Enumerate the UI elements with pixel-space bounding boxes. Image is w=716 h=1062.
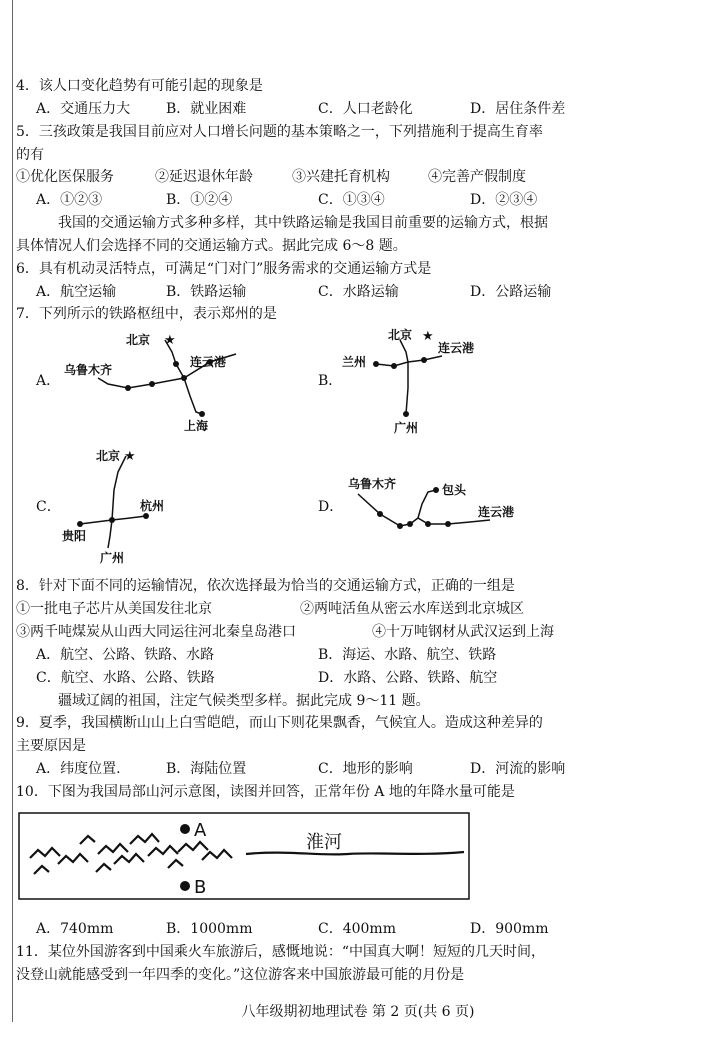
- q8-option-b: B．海运、水路、航空、铁路: [318, 647, 497, 663]
- map-label-a: A: [194, 820, 207, 841]
- intro-6-8-line2: 具体情况人们会选择不同的交通运输方式。据此完成 6～8 题。: [16, 238, 407, 254]
- q6-option-d: D．公路运输: [470, 284, 552, 300]
- q7-option-c-letter: C．: [36, 499, 61, 515]
- svg-text:★: ★: [164, 333, 176, 348]
- q5-measure-1: ①优化医保服务: [16, 169, 114, 185]
- svg-text:★: ★: [124, 449, 136, 464]
- intro-9-11: 疆域辽阔的祖国，注定气候类型多样。据此完成 9～11 题。: [58, 693, 430, 709]
- q9-option-d: D．河流的影响: [470, 761, 566, 777]
- map-c-label-guangzhou: 广州: [100, 551, 125, 565]
- q8-option-c: C．航空、水路、公路、铁路: [36, 670, 215, 686]
- map-label-b: B: [194, 877, 207, 898]
- map-a-label-lianyungang: 连云港: [190, 355, 227, 369]
- q7-map-b: [336, 322, 496, 438]
- q4-stem: 4．该人口变化趋势有可能引起的现象是: [16, 78, 263, 94]
- q9-option-a: A．纬度位置.: [36, 761, 121, 777]
- q5-option-c: C．①③④: [318, 192, 385, 208]
- binding-margin-line: [12, 0, 13, 1022]
- map-b-label-beijing: 北京: [388, 328, 413, 342]
- page-footer: 八年级期初地理试卷 第 2 页(共 6 页): [241, 1004, 475, 1020]
- q10-mountain-river-map: [18, 812, 472, 902]
- q7-map-c: [56, 444, 216, 566]
- map-b-label-lanzhou: 兰州: [342, 355, 367, 369]
- q5-measure-4: ④完善产假制度: [428, 169, 526, 185]
- q10-option-a: A．740mm: [36, 921, 114, 937]
- q4-option-a: A．交通压力大: [36, 101, 131, 117]
- q4-option-c: C．人口老龄化: [318, 101, 413, 117]
- q7-map-a: [60, 326, 260, 438]
- q8-case-3: ③两千吨煤炭从山西大同运往河北秦皇岛港口: [16, 624, 296, 640]
- q7-option-d-letter: D．: [318, 499, 344, 515]
- map-b-label-guangzhou: 广州: [394, 421, 419, 435]
- q8-case-2: ②两吨活鱼从密云水库送到北京城区: [300, 601, 524, 617]
- q4-option-d: D．居住条件差: [470, 101, 566, 117]
- q5-stem-line2: 的有: [16, 147, 44, 163]
- map-a-label-urumqi: 乌鲁木齐: [64, 363, 113, 377]
- map-d-label-lianyungang: 连云港: [478, 505, 515, 519]
- map-d-label-baotou: 包头: [442, 483, 467, 497]
- q11-stem-line2: 没登山就能感受到一年四季的变化。”这位游客来中国旅游最可能的月份是: [16, 967, 465, 983]
- q8-option-a: A．航空、公路、铁路、水路: [36, 647, 215, 663]
- q6-option-b: B．铁路运输: [166, 284, 247, 300]
- q5-option-a: A．①②③: [36, 192, 103, 208]
- map-b-label-lianyungang: 连云港: [438, 341, 475, 355]
- q9-option-c: C．地形的影响: [318, 761, 413, 777]
- q9-stem-line1: 9．夏季，我国横断山山上白雪皑皑，而山下则花果飘香，气候宜人。造成这种差异的: [16, 715, 543, 731]
- q10-option-d: D．900mm: [470, 921, 549, 937]
- q6-stem: 6．具有机动灵活特点，可满足“门对门”服务需求的交通运输方式是: [16, 261, 432, 277]
- q5-stem-line1: 5．三孩政策是我国目前应对人口增长问题的基本策略之一，下列措施利于提高生育率: [16, 124, 543, 140]
- q5-measure-2: ②延迟退休年龄: [155, 169, 253, 185]
- q6-option-a: A．航空运输: [36, 284, 117, 300]
- q7-stem: 7．下列所示的铁路枢纽中，表示郑州的是: [16, 306, 277, 322]
- q7-option-b-letter: B．: [318, 373, 343, 389]
- q8-option-d: D．水路、公路、铁路、航空: [318, 670, 498, 686]
- q8-case-1: ①一批电子芯片从美国发往北京: [16, 601, 212, 617]
- q4-option-b: B．就业困难: [166, 101, 247, 117]
- map-c-label-hangzhou: 杭州: [140, 499, 165, 513]
- q8-case-4: ④十万吨钢材从武汉运到上海: [372, 624, 554, 640]
- map-a-label-beijing: 北京: [126, 333, 151, 347]
- map-d-label-urumqi: 乌鲁木齐: [348, 477, 397, 491]
- q8-stem: 8．针对下面不同的运输情况，依次选择最为恰当的交通运输方式，正确的一组是: [16, 578, 515, 594]
- map-label-huaihe: 淮河: [306, 832, 342, 853]
- q9-option-b: B．海陆位置: [166, 761, 247, 777]
- map-a-label-shanghai: 上海: [184, 419, 209, 433]
- q5-option-d: D．②③④: [470, 192, 538, 208]
- q7-map-d: [344, 470, 534, 540]
- map-c-label-guiyang: 贵阳: [62, 529, 87, 543]
- q10-stem: 10．下图为我国局部山河示意图，读图并回答，正常年份 A 地的年降水量可能是: [16, 784, 515, 800]
- q10-option-c: C．400mm: [318, 921, 396, 937]
- q5-option-b: B．①②④: [166, 192, 233, 208]
- q10-option-b: B．1000mm: [166, 921, 253, 937]
- map-c-label-beijing: 北京: [96, 449, 121, 463]
- svg-text:★: ★: [422, 329, 434, 344]
- q11-stem-line1: 11．某位外国游客到中国乘火车旅游后，感慨地说：“中国真大啊！短短的几天时间，: [16, 944, 545, 960]
- q5-measure-3: ③兴建托育机构: [292, 169, 390, 185]
- intro-6-8-line1: 我国的交通运输方式多种多样，其中铁路运输是我国目前重要的运输方式，根据: [58, 215, 548, 231]
- q7-option-a-letter: A．: [36, 373, 61, 389]
- q6-option-c: C．水路运输: [318, 284, 399, 300]
- q9-stem-line2: 主要原因是: [16, 738, 86, 754]
